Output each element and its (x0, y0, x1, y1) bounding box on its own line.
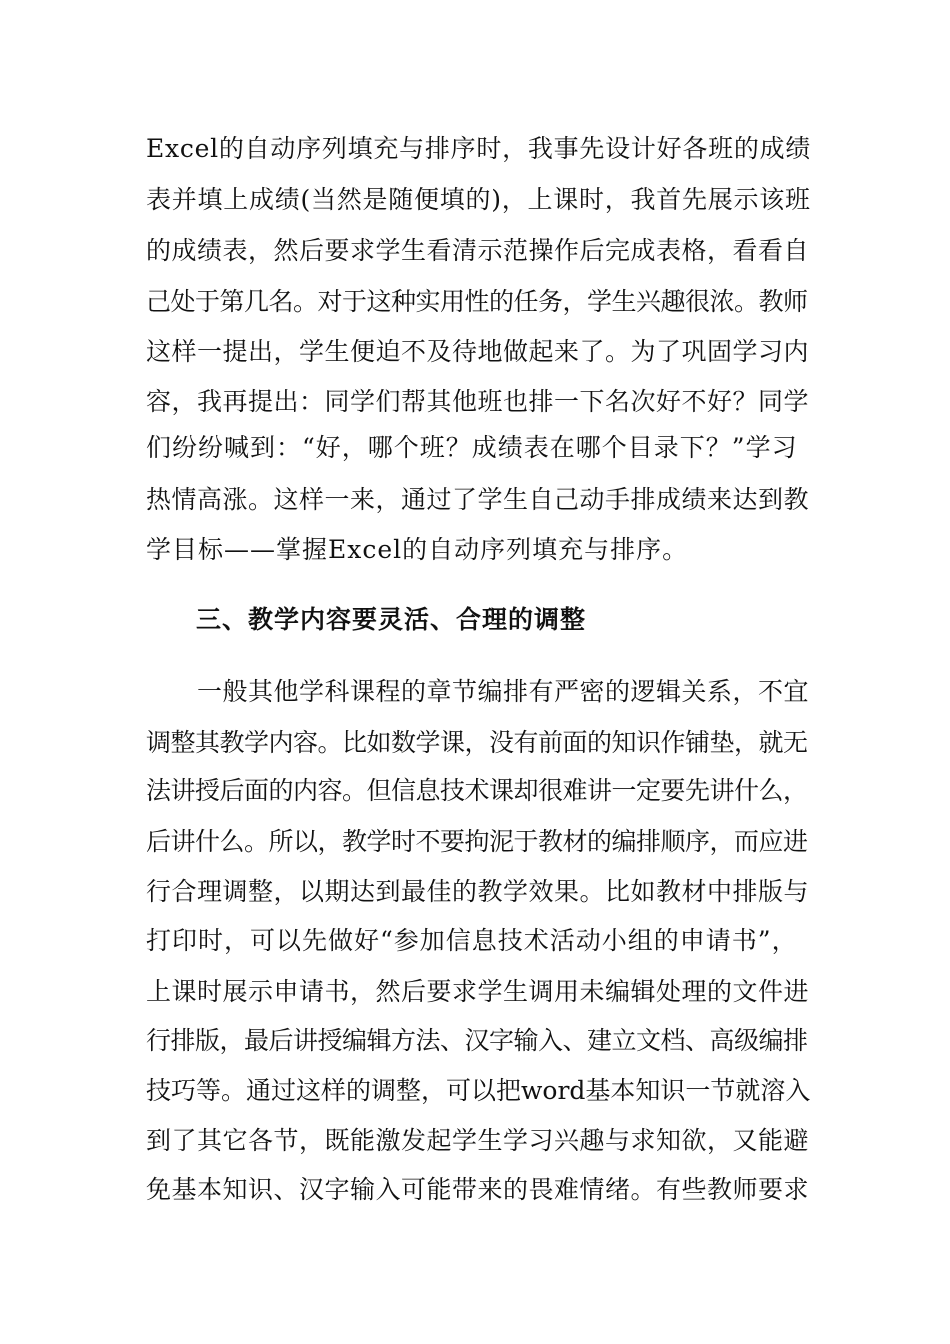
paragraph1-line-7: 们纷纷喊到：“好，哪个班？成绩表在哪个目录下？”学习 (146, 433, 798, 462)
paragraph1-line-4: 己处于第几名。对于这种实用性的任务，学生兴趣很浓。教师 (146, 287, 808, 316)
paragraph2-line-1: 一般其他学科课程的章节编排有严密的逻辑关系，不宜 (146, 677, 810, 706)
paragraph2-line-10: 到了其它各节，既能激发起学生学习兴趣与求知欲，又能避 (146, 1126, 810, 1155)
paragraph1-line-2: 表并填上成绩(当然是随便填的)，上课时，我首先展示该班 (146, 185, 811, 214)
paragraph2-line-9: 技巧等。通过这样的调整，可以把word基本知识一节就溶入 (146, 1076, 811, 1105)
paragraph2-line-3: 法讲授后面的内容。但信息技术课却很难讲一定要先讲什么， (146, 776, 808, 805)
paragraph1-line-6: 容，我再提出：同学们帮其他班也排一下名次好不好？同学 (146, 387, 810, 416)
paragraph2-line-4: 后讲什么。所以，教学时不要拘泥于教材的编排顺序，而应进 (146, 827, 808, 856)
paragraph1-line-5: 这样一提出，学生便迫不及待地做起来了。为了巩固学习内 (146, 337, 810, 366)
paragraph2-line-6: 打印时，可以先做好“参加信息技术活动小组的申请书”， (146, 926, 798, 955)
paragraph2-line-11: 免基本知识、汉字输入可能带来的畏难情绪。有些教师要求 (146, 1175, 810, 1204)
paragraph1-line-8: 热情高涨。这样一来，通过了学生自己动手排成绩来达到教 (146, 485, 810, 514)
paragraph2-line-5: 行合理调整，以期达到最佳的教学效果。比如教材中排版与 (146, 877, 810, 906)
paragraph1-line-9: 学目标——掌握Excel的自动序列填充与排序。 (146, 535, 689, 564)
paragraph1-line-1: Excel的自动序列填充与排序时，我事先设计好各班的成绩 (146, 134, 812, 163)
paragraph2-line-8: 行排版，最后讲授编辑方法、汉字输入、建立文档、高级编排 (146, 1026, 808, 1055)
paragraph1-line-3: 的成绩表，然后要求学生看清示范操作后完成表格，看看自 (146, 236, 810, 265)
paragraph2-line-2: 调整其教学内容。比如数学课，没有前面的知识作铺垫，就无 (146, 728, 808, 757)
paragraph2-line-7: 上课时展示申请书，然后要求学生调用未编辑处理的文件进 (146, 977, 810, 1006)
section-heading: 三、教学内容要灵活、合理的调整 (196, 605, 587, 634)
